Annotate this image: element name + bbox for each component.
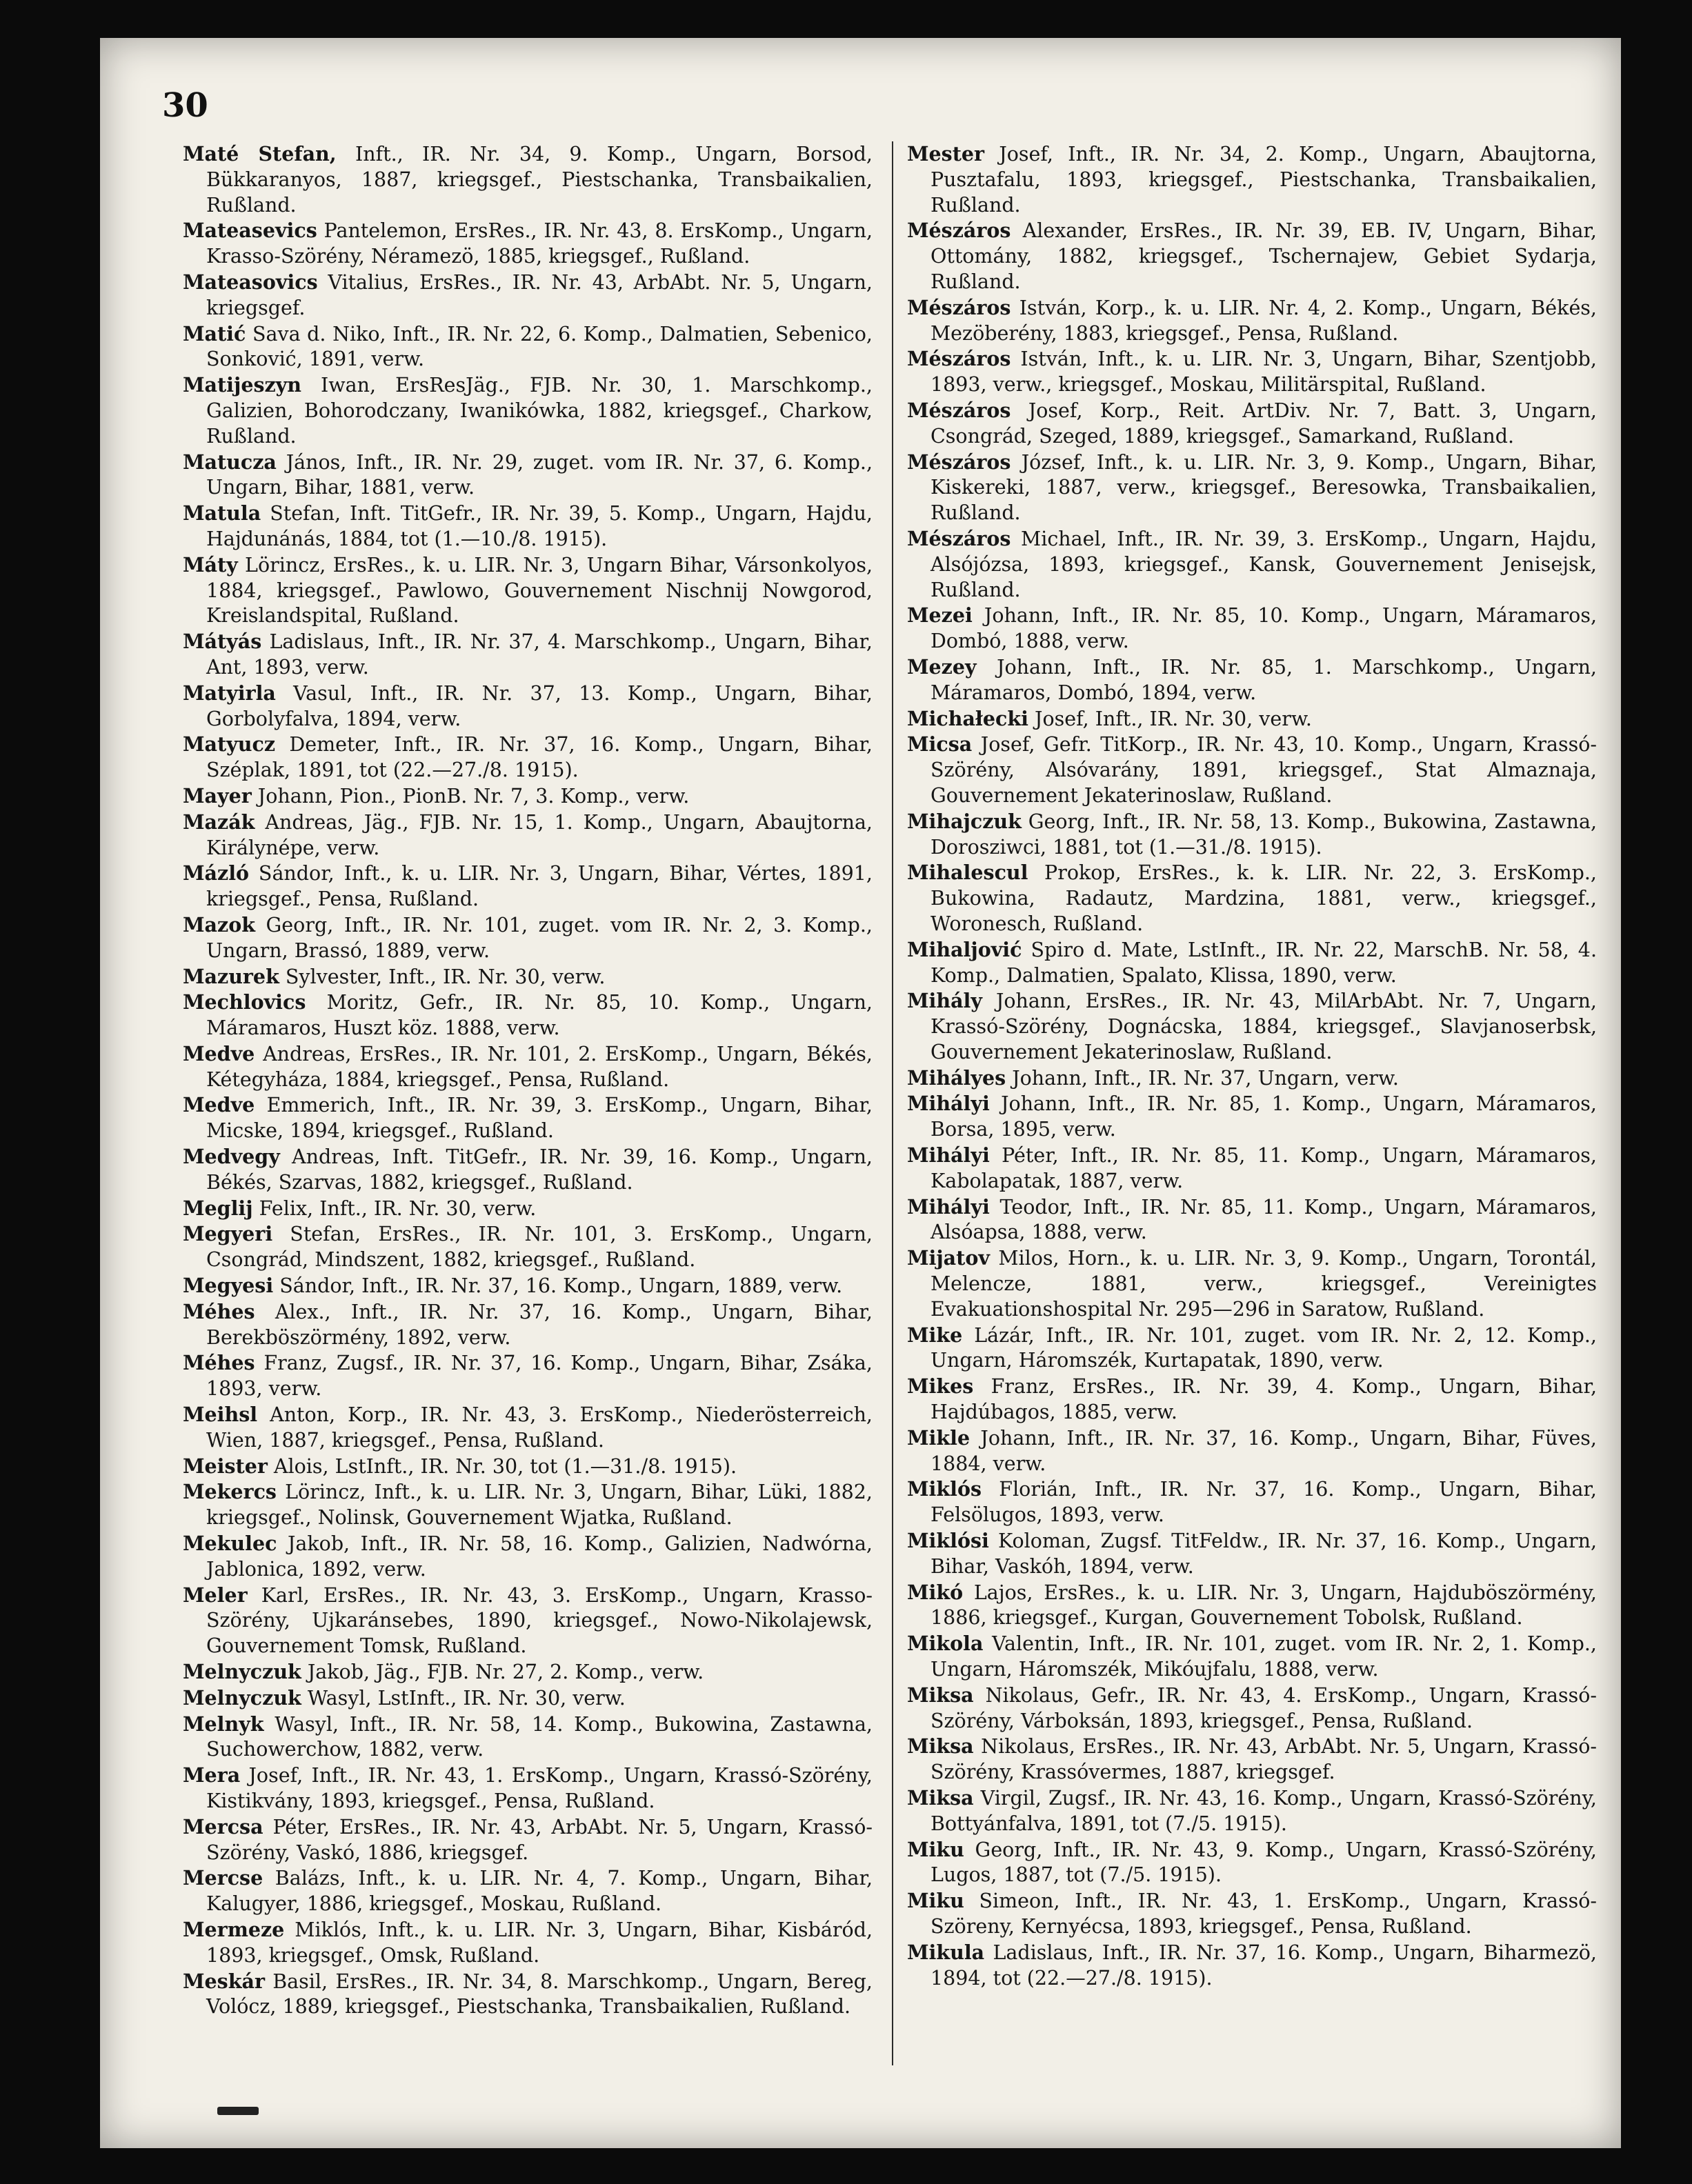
list-entry bbox=[907, 1476, 1597, 1528]
list-entry bbox=[907, 1374, 1597, 1425]
entry-surname: Mészáros bbox=[907, 219, 1011, 243]
list-entry bbox=[907, 937, 1597, 989]
list-entry bbox=[907, 346, 1597, 398]
entry-surname: Mihályi bbox=[907, 1092, 990, 1116]
entry-details: Demeter, Inft., IR. Nr. 37, 16. Komp., Ungarn, Bihar, Széplak, 1891, tot (22.—27./8. 1915). bbox=[206, 733, 873, 782]
list-entry bbox=[183, 552, 873, 629]
entry-surname: Mészáros bbox=[907, 398, 1011, 422]
entry-surname: Meister bbox=[183, 1454, 268, 1478]
entry-details: Balázs, Inft., k. u. LIR. Nr. 4, 7. Komp., Ungarn, Bihar, Kalugyer, 1886, kriegsgef., Moskau, Rußland. bbox=[206, 1867, 873, 1916]
entry-surname: Matucza bbox=[183, 450, 277, 474]
entry-details: Basil, ErsRes., IR. Nr. 34, 8. Marschkomp., Ungarn, Bereg, Volócz, 1889, kriegsgef., Piestschanka, Transbaikalien, Rußland. bbox=[206, 1970, 873, 2018]
entry-details: Ladislaus, Inft., IR. Nr. 37, 16. Komp., Ungarn, Biharmezö, 1894, tot (22.—27./8. 1915). bbox=[930, 1941, 1597, 1990]
entry-surname: Mera bbox=[183, 1763, 241, 1787]
list-entry bbox=[183, 270, 873, 321]
entry-surname: Maté Stefan, bbox=[183, 142, 337, 166]
entry-details: Johann, Inft., IR. Nr. 37, Ungarn, verw. bbox=[1006, 1066, 1399, 1090]
list-entry bbox=[907, 526, 1597, 603]
entry-details: István, Korp., k. u. LIR. Nr. 4, 2. Komp., Ungarn, Békés, Mezöberény, 1883, kriegsgef., Pensa, Rußland. bbox=[930, 296, 1597, 345]
list-entry bbox=[183, 1299, 873, 1351]
entry-details: Wasyl, LstInft., IR. Nr. 30, verw. bbox=[301, 1686, 626, 1710]
entry-details: Vasul, Inft., IR. Nr. 37, 13. Komp., Ungarn, Bihar, Gorbolyfalva, 1894, verw. bbox=[206, 681, 873, 730]
entry-details: Pantelemon, ErsRes., IR. Nr. 43, 8. ErsKomp., Ungarn, Krasso-Szörény, Néramezö, 1885, kriegsgef., Rußland. bbox=[206, 219, 873, 268]
entry-surname: Meihsl bbox=[183, 1403, 258, 1427]
list-entry bbox=[183, 1814, 873, 1866]
entry-surname: Medve bbox=[183, 1093, 255, 1117]
entry-details: Valentin, Inft., IR. Nr. 101, zuget. vom IR. Nr. 2, 1. Komp., Ungarn, Háromszék, Mikóujfalu, 1888, verw. bbox=[930, 1632, 1597, 1681]
entry-surname: Mermeze bbox=[183, 1917, 285, 1941]
entry-details: Prokop, ErsRes., k. k. LIR. Nr. 22, 3. ErsKomp., Bukowina, Radautz, Mardzina, 1881, verw., kriegsgef., Woronesch, Rußland. bbox=[930, 861, 1597, 935]
entry-surname: Mercsa bbox=[183, 1814, 263, 1839]
list-entry bbox=[907, 398, 1597, 450]
entry-surname: Mike bbox=[907, 1323, 963, 1347]
page-number: 30 bbox=[162, 86, 208, 125]
entry-details: Virgil, Zugsf., IR. Nr. 43, 16. Komp., Ungarn, Krassó-Szörény, Bottyánfalva, 1891, tot (7./5. 1915). bbox=[930, 1787, 1597, 1835]
entry-details: Johann, Inft., IR. Nr. 37, 16. Komp., Ungarn, Bihar, Füves, 1884, verw. bbox=[930, 1426, 1597, 1475]
list-entry bbox=[183, 1763, 873, 1814]
list-entry bbox=[183, 783, 873, 810]
list-entry bbox=[183, 1350, 873, 1402]
list-entry bbox=[183, 861, 873, 912]
list-entry bbox=[183, 321, 873, 373]
entry-surname: Mihály bbox=[907, 989, 982, 1013]
entry-surname: Mázló bbox=[183, 861, 250, 885]
list-entry bbox=[183, 1041, 873, 1093]
entry-details: Jakob, Inft., IR. Nr. 58, 16. Komp., Galizien, Nadwórna, Jablonica, 1892, verw. bbox=[206, 1532, 873, 1581]
entry-details: Moritz, Gefr., IR. Nr. 85, 10. Komp., Ungarn, Máramaros, Huszt köz. 1888, verw. bbox=[206, 991, 873, 1040]
entry-surname: Méhes bbox=[183, 1351, 255, 1375]
entry-details: Josef, Gefr. TitKorp., IR. Nr. 43, 10. Komp., Ungarn, Krassó-Szörény, Alsóvarány, 1891, kriegsgef., Stat Almaznaja, Gouvernement Jekaterinoslaw, Rußland. bbox=[930, 733, 1597, 807]
entry-surname: Mikó bbox=[907, 1580, 964, 1604]
list-entry bbox=[183, 990, 873, 1041]
entry-details: Wasyl, Inft., IR. Nr. 58, 14. Komp., Bukowina, Zastawna, Suchowerchow, 1882, verw. bbox=[206, 1712, 873, 1761]
entry-surname: Meler bbox=[183, 1583, 248, 1607]
entry-details: Andreas, Jäg., FJB. Nr. 15, 1. Komp., Ungarn, Abaujtorna, Királynépe, verw. bbox=[206, 810, 873, 859]
entry-surname: Máty bbox=[183, 552, 238, 577]
entry-details: Johann, Inft., IR. Nr. 85, 1. Komp., Ungarn, Máramaros, Borsa, 1895, verw. bbox=[930, 1092, 1597, 1141]
entry-details: Alex., Inft., IR. Nr. 37, 16. Komp., Ungarn, Bihar, Berekböszörmény, 1892, verw. bbox=[206, 1300, 873, 1349]
entry-surname: Miksa bbox=[907, 1786, 974, 1810]
list-entry bbox=[907, 1091, 1597, 1143]
list-entry bbox=[907, 141, 1597, 218]
entry-details: József, Inft., k. u. LIR. Nr. 3, 9. Komp., Ungarn, Bihar, Kiskereki, 1887, verw., kriegsgef., Beresowka, Transbaikalien, Rußland. bbox=[930, 450, 1597, 525]
entry-surname: Mercse bbox=[183, 1866, 263, 1890]
entry-details: Georg, Inft., IR. Nr. 43, 9. Komp., Ungarn, Krassó-Szörény, Lugos, 1887, tot (7./5. 1915). bbox=[930, 1838, 1597, 1887]
entry-surname: Mateasevics bbox=[183, 219, 317, 243]
entry-details: Miklós, Inft., k. u. LIR. Nr. 3, Ungarn, Bihar, Kisbáród, 1893, kriegsgef., Omsk, Rußland. bbox=[206, 1918, 873, 1967]
entry-surname: Mikula bbox=[907, 1940, 985, 1964]
entry-surname: Mijatov bbox=[907, 1246, 990, 1270]
entry-details: Péter, Inft., IR. Nr. 85, 11. Komp., Ungarn, Máramaros, Kabolapatak, 1887, verw. bbox=[930, 1144, 1597, 1192]
list-entry bbox=[183, 681, 873, 732]
right-column bbox=[907, 141, 1597, 1991]
list-entry bbox=[183, 1917, 873, 1969]
list-entry bbox=[183, 218, 873, 270]
list-entry bbox=[183, 1583, 873, 1659]
list-entry bbox=[183, 450, 873, 501]
entry-surname: Mekercs bbox=[183, 1480, 277, 1504]
entry-surname: Mezei bbox=[907, 603, 973, 628]
list-entry bbox=[907, 1323, 1597, 1374]
entry-details: Alois, LstInft., IR. Nr. 30, tot (1.—31./8. 1915). bbox=[267, 1454, 737, 1478]
list-entry bbox=[183, 1144, 873, 1196]
entry-details: Iwan, ErsResJäg., FJB. Nr. 30, 1. Marschkomp., Galizien, Bohorodczany, Iwanikówka, 1882, kriegsgef., Charkow, Rußland. bbox=[206, 374, 873, 448]
entry-details: Johann, Pion., PionB. Nr. 7, 3. Komp., verw. bbox=[251, 784, 690, 808]
list-entry bbox=[907, 295, 1597, 347]
entry-surname: Mester bbox=[907, 142, 985, 166]
list-entry bbox=[183, 1969, 873, 2021]
entry-surname: Meskár bbox=[183, 1969, 265, 1993]
list-entry bbox=[907, 1425, 1597, 1477]
list-entry bbox=[907, 1734, 1597, 1785]
list-entry bbox=[183, 1865, 873, 1917]
entry-details: Georg, Inft., IR. Nr. 58, 13. Komp., Bukowina, Zastawna, Dorosziwci, 1881, tot (1.—31./8. 1915). bbox=[930, 810, 1597, 859]
list-entry bbox=[907, 1940, 1597, 1992]
list-entry bbox=[183, 1685, 873, 1712]
entry-surname: Meglij bbox=[183, 1196, 253, 1220]
entry-surname: Miksa bbox=[907, 1683, 974, 1707]
list-entry bbox=[183, 1712, 873, 1763]
entry-details: Stefan, ErsRes., IR. Nr. 101, 3. ErsKomp., Ungarn, Csongrád, Mindszent, 1882, kriegsgef., Rußland. bbox=[206, 1223, 873, 1272]
entry-details: Jakob, Jäg., FJB. Nr. 27, 2. Komp., verw. bbox=[301, 1661, 704, 1684]
entry-surname: Matijeszyn bbox=[183, 373, 301, 397]
list-entry bbox=[183, 1221, 873, 1273]
entry-surname: Mészáros bbox=[907, 347, 1011, 371]
entry-details: Stefan, Inft. TitGefr., IR. Nr. 39, 5. Komp., Ungarn, Hajdu, Hajdunánás, 1884, tot (1.—10./8. 1915). bbox=[206, 502, 873, 550]
entry-surname: Melnyczuk bbox=[183, 1685, 301, 1710]
entry-details: Andreas, Inft. TitGefr., IR. Nr. 39, 16. Komp., Ungarn, Békés, Szarvas, 1882, kriegsgef., Rußland. bbox=[206, 1145, 873, 1194]
entry-surname: Mészáros bbox=[907, 295, 1011, 319]
entry-details: Georg, Inft., IR. Nr. 101, zuget. vom IR. Nr. 2, 3. Komp., Ungarn, Brassó, 1889, verw. bbox=[206, 913, 873, 962]
list-entry bbox=[183, 1659, 873, 1685]
entry-details: Inft., IR. Nr. 34, 9. Komp., Ungarn, Borsod, Bükkaranyos, 1887, kriegsgef., Piestschanka, Transbaikalien, Rußland. bbox=[206, 143, 873, 217]
list-entry bbox=[907, 809, 1597, 861]
list-entry bbox=[183, 501, 873, 552]
entry-details: Florián, Inft., IR. Nr. 37, 16. Komp., Ungarn, Bihar, Felsölugos, 1893, verw. bbox=[930, 1478, 1597, 1527]
entry-details: István, Inft., k. u. LIR. Nr. 3, Ungarn, Bihar, Szentjobb, 1893, verw., kriegsgef., Moskau, Militärspital, Rußland. bbox=[930, 348, 1597, 397]
entry-surname: Matyucz bbox=[183, 732, 275, 757]
entry-details: Nikolaus, ErsRes., IR. Nr. 43, ArbAbt. Nr. 5, Ungarn, Krassó-Szörény, Krassóvermes, 1887, kriegsgef. bbox=[930, 1735, 1597, 1784]
entry-surname: Matić bbox=[183, 321, 246, 345]
entry-details: Lörincz, ErsRes., k. u. LIR. Nr. 3, Ungarn Bihar, Vársonkolyos, 1884, kriegsgef., Pawlowo, Gouvernement Nischnij Nowgorod, Kreislandspital, Rußland. bbox=[206, 553, 873, 628]
entry-surname: Mekulec bbox=[183, 1532, 277, 1556]
entry-details: Vitalius, ErsRes., IR. Nr. 43, ArbAbt. Nr. 5, Ungarn, kriegsgef. bbox=[206, 270, 873, 319]
printer-mark bbox=[217, 2107, 259, 2115]
entry-details: Lázár, Inft., IR. Nr. 101, zuget. vom IR. Nr. 2, 12. Komp., Ungarn, Háromszék, Kurtapatak, 1890, verw. bbox=[930, 1323, 1597, 1372]
entry-surname: Medvegy bbox=[183, 1145, 280, 1169]
list-entry bbox=[907, 1837, 1597, 1889]
list-entry bbox=[907, 603, 1597, 654]
list-entry bbox=[183, 141, 873, 218]
list-entry bbox=[907, 732, 1597, 808]
list-entry bbox=[183, 732, 873, 783]
list-entry bbox=[907, 988, 1597, 1065]
entry-surname: Mazák bbox=[183, 810, 255, 834]
entry-surname: Medve bbox=[183, 1041, 255, 1065]
entry-details: Franz, ErsRes., IR. Nr. 39, 4. Komp., Ungarn, Bihar, Hajdúbagos, 1885, verw. bbox=[930, 1375, 1597, 1424]
entry-surname: Mihályes bbox=[907, 1065, 1006, 1090]
entry-surname: Miklós bbox=[907, 1477, 982, 1501]
list-entry bbox=[183, 1092, 873, 1144]
entry-details: Johann, Inft., IR. Nr. 85, 1. Marschkomp., Ungarn, Máramaros, Dombó, 1894, verw. bbox=[930, 655, 1597, 704]
entry-surname: Mechlovics bbox=[183, 990, 306, 1014]
entry-surname: Mateasovics bbox=[183, 270, 318, 294]
list-entry bbox=[907, 1194, 1597, 1246]
entry-details: Emmerich, Inft., IR. Nr. 39, 3. ErsKomp., Ungarn, Bihar, Micske, 1894, kriegsgef., Rußland. bbox=[206, 1094, 873, 1143]
entry-details: Ladislaus, Inft., IR. Nr. 37, 4. Marschkomp., Ungarn, Bihar, Ant, 1893, verw. bbox=[206, 630, 873, 679]
entry-surname: Méhes bbox=[183, 1299, 255, 1323]
entry-details: Lajos, ErsRes., k. u. LIR. Nr. 3, Ungarn, Hajduböszörmény, 1886, kriegsgef., Kurgan, Gouvernement Tobolsk, Rußland. bbox=[930, 1581, 1597, 1630]
list-entry bbox=[907, 1143, 1597, 1194]
entry-surname: Matula bbox=[183, 501, 261, 525]
entry-details: Felix, Inft., IR. Nr. 30, verw. bbox=[252, 1196, 537, 1220]
list-entry bbox=[907, 1580, 1597, 1632]
entry-details: Lörincz, Inft., k. u. LIR. Nr. 3, Ungarn, Bihar, Lüki, 1882, kriegsgef., Nolinsk, Gouvernement Wjatka, Rußland. bbox=[206, 1481, 873, 1530]
list-entry bbox=[907, 1683, 1597, 1734]
entry-details: Milos, Horn., k. u. LIR. Nr. 3, 9. Komp., Ungarn, Torontál, Melencze, 1881, verw., kriegsgef., Vereinigtes Evakuationshospital Nr. 295—296 in Saratow, Rußland. bbox=[930, 1247, 1597, 1321]
entry-details: Anton, Korp., IR. Nr. 43, 3. ErsKomp., Niederösterreich, Wien, 1887, kriegsgef., Pensa, Rußland. bbox=[206, 1403, 873, 1452]
entry-surname: Matyirla bbox=[183, 681, 276, 705]
entry-surname: Mihályi bbox=[907, 1143, 990, 1168]
entry-details: Josef, Inft., IR. Nr. 34, 2. Komp., Ungarn, Abaujtorna, Pusztafalu, 1893, kriegsgef., Piestschanka, Transbaikalien, Rußland. bbox=[930, 143, 1597, 217]
entry-details: Andreas, ErsRes., IR. Nr. 101, 2. ErsKomp., Ungarn, Békés, Kétegyháza, 1884, kriegsgef., Pensa, Rußland. bbox=[206, 1042, 873, 1091]
entry-details: Nikolaus, Gefr., IR. Nr. 43, 4. ErsKomp., Ungarn, Krassó-Szörény, Várboksán, 1893, kriegsgef., Pensa, Rußland. bbox=[930, 1683, 1597, 1732]
entry-surname: Mikola bbox=[907, 1632, 984, 1656]
list-entry bbox=[183, 629, 873, 681]
entry-details: Johann, Inft., IR. Nr. 85, 10. Komp., Ungarn, Máramaros, Dombó, 1888, verw. bbox=[930, 604, 1597, 653]
list-entry bbox=[907, 1888, 1597, 1940]
entry-surname: Mayer bbox=[183, 783, 252, 808]
entry-surname: Mazurek bbox=[183, 964, 279, 988]
list-entry bbox=[907, 450, 1597, 526]
list-entry bbox=[183, 964, 873, 990]
entry-details: Sándor, Inft., IR. Nr. 37, 16. Komp., Ungarn, 1889, verw. bbox=[273, 1274, 843, 1298]
entry-surname: Mihajczuk bbox=[907, 809, 1022, 833]
entry-details: Josef, Inft., IR. Nr. 30, verw. bbox=[1028, 707, 1312, 730]
entry-details: Koloman, Zugsf. TitFeldw., IR. Nr. 37, 16. Komp., Ungarn, Bihar, Vaskóh, 1894, verw. bbox=[930, 1530, 1597, 1578]
list-entry bbox=[183, 1402, 873, 1454]
list-entry bbox=[183, 1454, 873, 1480]
left-column bbox=[183, 141, 873, 2020]
entry-surname: Miksa bbox=[907, 1734, 974, 1759]
entry-details: Alexander, ErsRes., IR. Nr. 39, EB. IV, Ungarn, Bihar, Ottomány, 1882, kriegsgef., Tschernajew, Gebiet Sydarja, Rußland. bbox=[930, 219, 1597, 293]
list-entry bbox=[907, 1528, 1597, 1580]
list-entry bbox=[907, 218, 1597, 294]
entry-details: Josef, Inft., IR. Nr. 43, 1. ErsKomp., Ungarn, Krassó-Szörény, Kistikvány, 1893, kriegsgef., Pensa, Rußland. bbox=[206, 1764, 873, 1812]
entry-surname: Melnyk bbox=[183, 1712, 264, 1736]
entry-surname: Melnyczuk bbox=[183, 1660, 301, 1684]
list-entry bbox=[907, 1245, 1597, 1322]
entry-details: Sava d. Niko, Inft., IR. Nr. 22, 6. Komp., Dalmatien, Sebenico, Sonković, 1891, verw. bbox=[206, 322, 873, 371]
entry-details: Franz, Zugsf., IR. Nr. 37, 16. Komp., Ungarn, Bihar, Zsáka, 1893, verw. bbox=[206, 1352, 873, 1401]
entry-surname: Mikes bbox=[907, 1374, 974, 1399]
list-entry bbox=[183, 1531, 873, 1583]
entry-surname: Mátyás bbox=[183, 630, 262, 654]
entry-details: Karl, ErsRes., IR. Nr. 43, 3. ErsKomp., Ungarn, Krasso-Szörény, Ujkaránsebes, 1890, kriegsgef., Nowo-Nikolajewsk, Gouvernement Tomsk, Rußland. bbox=[206, 1583, 873, 1658]
list-entry bbox=[183, 1273, 873, 1299]
document-page bbox=[100, 38, 1621, 2148]
list-entry bbox=[907, 860, 1597, 936]
list-entry bbox=[183, 810, 873, 861]
entry-details: János, Inft., IR. Nr. 29, zuget. vom IR. Nr. 37, 6. Komp., Ungarn, Bihar, 1881, verw. bbox=[206, 450, 873, 499]
entry-surname: Mihaljović bbox=[907, 937, 1022, 961]
entry-details: Johann, ErsRes., IR. Nr. 43, MilArbAbt. Nr. 7, Ungarn, Krassó-Szörény, Dognácska, 1884, kriegsgef., Slavjanoserbsk, Gouvernement Jekaterinoslaw, Rußland. bbox=[930, 990, 1597, 1063]
entry-details: Sándor, Inft., k. u. LIR. Nr. 3, Ungarn, Bihar, Vértes, 1891, kriegsgef., Pensa, Rußland. bbox=[206, 862, 873, 911]
entry-surname: Mikle bbox=[907, 1425, 971, 1450]
list-entry bbox=[183, 372, 873, 449]
entry-details: Michael, Inft., IR. Nr. 39, 3. ErsKomp., Ungarn, Hajdu, Alsójózsa, 1893, kriegsgef., Kansk, Gouvernement Jenisejsk, Rußland. bbox=[930, 527, 1597, 601]
entry-surname: Mészáros bbox=[907, 526, 1011, 550]
entry-details: Péter, ErsRes., IR. Nr. 43, ArbAbt. Nr. 5, Ungarn, Krassó-Szörény, Vaskó, 1886, kriegsgef. bbox=[206, 1815, 873, 1864]
entry-surname: Michałecki bbox=[907, 706, 1028, 730]
column-divider bbox=[892, 141, 893, 2065]
entry-surname: Mészáros bbox=[907, 450, 1011, 474]
list-entry bbox=[907, 706, 1597, 732]
list-entry bbox=[907, 654, 1597, 706]
list-entry bbox=[907, 1065, 1597, 1092]
entry-surname: Miklósi bbox=[907, 1529, 989, 1553]
entry-surname: Mihalescul bbox=[907, 861, 1028, 885]
entry-surname: Megyeri bbox=[183, 1222, 273, 1246]
entry-details: Sylvester, Inft., IR. Nr. 30, verw. bbox=[279, 965, 606, 988]
list-entry bbox=[183, 1196, 873, 1222]
entry-details: Josef, Korp., Reit. ArtDiv. Nr. 7, Batt. 3, Ungarn, Csongrád, Szeged, 1889, kriegsgef., Samarkand, Rußland. bbox=[930, 399, 1597, 448]
entry-surname: Mihályi bbox=[907, 1194, 990, 1219]
entry-surname: Mezey bbox=[907, 654, 977, 679]
list-entry bbox=[907, 1631, 1597, 1683]
entry-surname: Miku bbox=[907, 1837, 964, 1861]
entry-details: Spiro d. Mate, LstInft., IR. Nr. 22, MarschB. Nr. 58, 4. Komp., Dalmatien, Spalato, Klissa, 1890, verw. bbox=[930, 938, 1597, 987]
entry-details: Simeon, Inft., IR. Nr. 43, 1. ErsKomp., Ungarn, Krassó-Szöreny, Kernyécsa, 1893, kriegsgef., Pensa, Rußland. bbox=[930, 1890, 1597, 1938]
entry-details: Teodor, Inft., IR. Nr. 85, 11. Komp., Ungarn, Máramaros, Alsóapsa, 1888, verw. bbox=[930, 1195, 1597, 1244]
entry-surname: Megyesi bbox=[183, 1274, 274, 1298]
list-entry bbox=[183, 912, 873, 964]
entry-surname: Mazok bbox=[183, 912, 255, 936]
list-entry bbox=[907, 1785, 1597, 1837]
entry-surname: Miku bbox=[907, 1889, 964, 1913]
list-entry bbox=[183, 1479, 873, 1531]
entry-surname: Micsa bbox=[907, 732, 973, 757]
